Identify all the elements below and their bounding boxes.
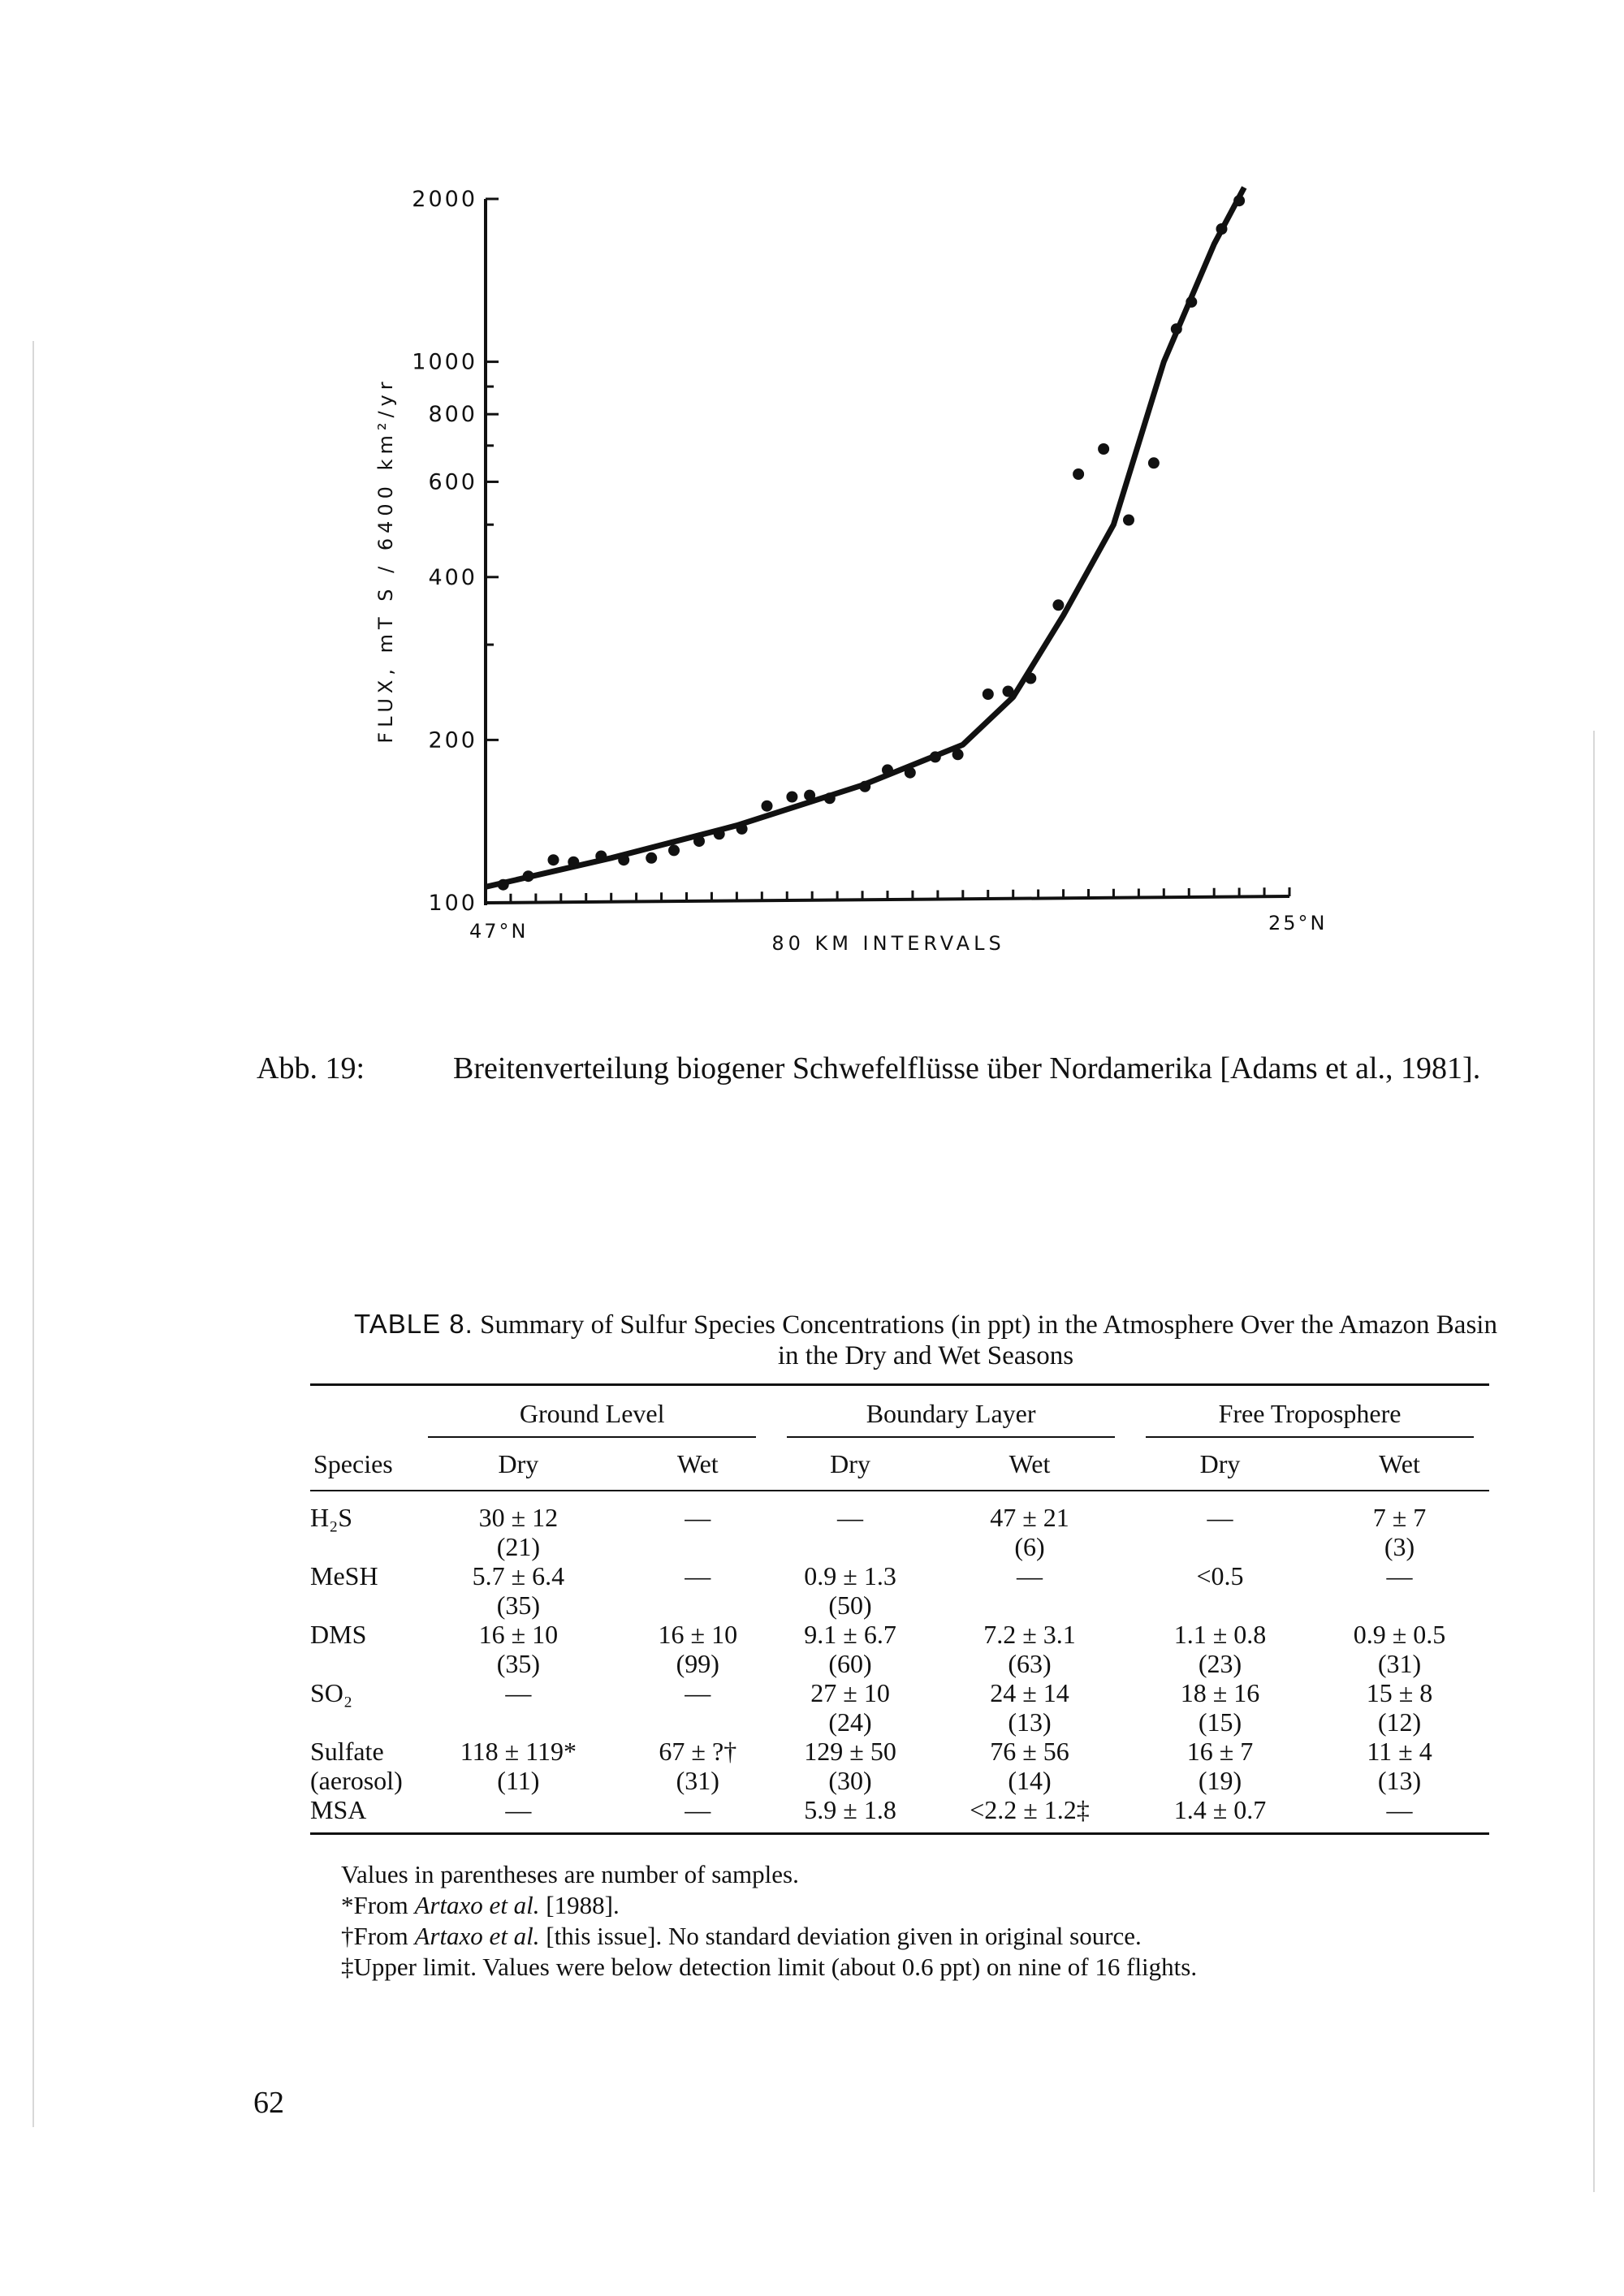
note-dagger: †From Artaxo et al. [this issue]. No standard deviation given in original source. bbox=[341, 1922, 1142, 1950]
table-cell: — bbox=[837, 1503, 864, 1532]
data-point bbox=[1025, 673, 1036, 684]
note-asterisk: *From Artaxo et al. [1988]. bbox=[341, 1891, 620, 1919]
y-tick-marks bbox=[486, 199, 499, 903]
data-point bbox=[786, 792, 797, 803]
data-point bbox=[646, 852, 657, 864]
table-cell: 9.1 ± 6.7 (60) bbox=[804, 1620, 896, 1678]
data-point bbox=[523, 870, 534, 882]
table-cell: — bbox=[685, 1678, 711, 1707]
season-header: Wet bbox=[1310, 1441, 1489, 1491]
table-row bbox=[310, 1561, 1489, 1620]
data-point bbox=[983, 688, 994, 700]
table-title bbox=[349, 1309, 1502, 1371]
y-tick-label: 400 bbox=[428, 564, 477, 590]
table-cell: 16 ± 10 (99) bbox=[658, 1620, 738, 1678]
table-cell: 24 ± 14 (13) bbox=[990, 1678, 1069, 1737]
species-cell: DMS bbox=[310, 1620, 367, 1649]
data-point bbox=[804, 790, 815, 801]
season-header: Dry bbox=[1130, 1441, 1310, 1491]
data-point bbox=[1098, 443, 1109, 455]
table-cell: 0.9 ± 0.5 (31) bbox=[1353, 1620, 1446, 1678]
group-header: Free Troposphere bbox=[1130, 1385, 1489, 1442]
y-tick-labels bbox=[412, 187, 477, 916]
table-body bbox=[310, 1491, 1489, 1834]
data-point bbox=[1216, 223, 1228, 235]
caption-label: Abb. 19: bbox=[257, 1051, 365, 1085]
table-cell: — bbox=[1207, 1503, 1233, 1532]
table-cell: 5.7 ± 6.4 (35) bbox=[472, 1561, 565, 1620]
data-point bbox=[1148, 457, 1160, 468]
species-cell: MeSH bbox=[310, 1561, 378, 1590]
data-point bbox=[595, 851, 607, 862]
table-notes bbox=[341, 1859, 1494, 1983]
group-header-row bbox=[310, 1385, 1489, 1442]
note-samples: Values in parentheses are number of samples. bbox=[341, 1860, 799, 1888]
data-point bbox=[762, 801, 773, 812]
table-cell: 7.2 ± 3.1 (63) bbox=[983, 1620, 1076, 1678]
y-tick-label: 100 bbox=[428, 891, 477, 916]
data-point bbox=[859, 781, 870, 792]
table-cell: 15 ± 8 (12) bbox=[1366, 1678, 1433, 1737]
flux-chart bbox=[0, 0, 1624, 1007]
season-header: Wet bbox=[929, 1441, 1130, 1491]
y-tick-label: 200 bbox=[428, 727, 477, 753]
y-tick-label: 1000 bbox=[412, 349, 477, 375]
species-cell: H₂S bbox=[310, 1503, 353, 1532]
table-cell: — bbox=[505, 1795, 532, 1824]
table-cell: 1.1 ± 0.8 (23) bbox=[1173, 1620, 1267, 1678]
table-cell: 129 ± 50 (30) bbox=[804, 1737, 896, 1795]
data-point bbox=[1186, 296, 1197, 308]
data-point bbox=[668, 844, 680, 856]
table-row bbox=[310, 1795, 1489, 1834]
table-cell: <0.5 bbox=[1196, 1561, 1244, 1590]
x-start-label: 47°N bbox=[469, 920, 529, 943]
season-header: Dry bbox=[412, 1441, 624, 1491]
data-point bbox=[824, 792, 836, 804]
table-cell: 7 ± 7 (3) bbox=[1372, 1503, 1427, 1561]
table-cell: 30 ± 12 (21) bbox=[478, 1503, 559, 1561]
table-cell: 118 ± 119* (11) bbox=[460, 1737, 577, 1795]
table-cell: 1.4 ± 0.7 bbox=[1173, 1795, 1267, 1824]
table-row bbox=[310, 1678, 1489, 1737]
group-header: Ground Level bbox=[412, 1385, 771, 1442]
table-row bbox=[310, 1737, 1489, 1795]
page-edge-left bbox=[32, 341, 34, 2127]
note-double-dagger: ‡Upper limit. Values were below detection limit (about 0.6 ppt) on nine of 16 flights. bbox=[341, 1953, 1198, 1981]
data-point bbox=[905, 767, 916, 779]
table-cell: 76 ± 56 (14) bbox=[990, 1737, 1069, 1795]
data-point bbox=[882, 764, 893, 775]
table-row bbox=[310, 1491, 1489, 1561]
table-title-text: Summary of Sulfur Species Concentrations (in ppt) in the Atmosphere Over the Amazon Basin in the Dry and Wet Seasons bbox=[480, 1310, 1497, 1370]
species-cell: MSA bbox=[310, 1795, 367, 1824]
data-points bbox=[498, 195, 1245, 890]
data-point bbox=[714, 828, 725, 839]
season-header-row bbox=[310, 1441, 1489, 1491]
y-tick-label: 800 bbox=[428, 402, 477, 428]
y-tick-label: 2000 bbox=[412, 187, 477, 212]
data-point bbox=[736, 823, 748, 835]
table-cell: 11 ± 4 (13) bbox=[1367, 1737, 1432, 1795]
species-cell: SO₂ bbox=[310, 1678, 353, 1707]
data-point bbox=[952, 749, 964, 760]
data-point bbox=[1073, 468, 1084, 480]
caption-text: Breitenverteilung biogener Schwefelflüsse über Nordamerika [Adams et al., 1981]. bbox=[453, 1051, 1481, 1085]
x-axis-label: 80 KM INTERVALS bbox=[771, 932, 1005, 955]
data-point bbox=[618, 854, 629, 865]
table-cell: 67 ± ?† (31) bbox=[659, 1737, 737, 1795]
data-point bbox=[1171, 323, 1182, 334]
table-cell: — bbox=[505, 1678, 532, 1707]
table-cell: 18 ± 16 (15) bbox=[1180, 1678, 1260, 1737]
sulfur-species-table bbox=[310, 1383, 1489, 1835]
table-cell: — bbox=[1017, 1561, 1043, 1590]
data-point bbox=[693, 835, 705, 847]
x-end-label: 25°N bbox=[1268, 912, 1328, 934]
y-axis-label: FLUX, mT S / 6400 km²/yr bbox=[374, 377, 397, 744]
table-cell: — bbox=[685, 1795, 711, 1824]
season-header: Dry bbox=[771, 1441, 929, 1491]
table-cell: 16 ± 7 (19) bbox=[1186, 1737, 1254, 1795]
species-header: Species bbox=[310, 1441, 412, 1491]
table-cell: 27 ± 10 (24) bbox=[810, 1678, 890, 1737]
table-cell: <2.2 ± 1.2‡ bbox=[970, 1795, 1090, 1824]
table-cell: 16 ± 10 (35) bbox=[478, 1620, 559, 1678]
table-cell: — bbox=[685, 1561, 711, 1590]
table-cell: 47 ± 21 (6) bbox=[990, 1503, 1069, 1561]
group-header: Boundary Layer bbox=[771, 1385, 1130, 1442]
data-point bbox=[1233, 195, 1245, 206]
data-point bbox=[1003, 686, 1014, 697]
chart-axes bbox=[486, 199, 1289, 905]
data-point bbox=[568, 857, 579, 868]
season-header: Wet bbox=[624, 1441, 771, 1491]
table-row bbox=[310, 1620, 1489, 1678]
data-point bbox=[930, 751, 941, 762]
table-cell: 5.9 ± 1.8 bbox=[804, 1795, 896, 1824]
table-cell: — bbox=[1386, 1561, 1413, 1590]
species-cell: Sulfate (aerosol) bbox=[310, 1737, 403, 1795]
table-cell: 0.9 ± 1.3 (50) bbox=[804, 1561, 896, 1620]
table-cell: — bbox=[1386, 1795, 1413, 1824]
page-edge-right bbox=[1593, 731, 1595, 2192]
data-point bbox=[498, 879, 509, 891]
table-title-label: TABLE 8. bbox=[354, 1309, 473, 1339]
page-number: 62 bbox=[253, 2086, 284, 2120]
table-cell: — bbox=[685, 1503, 711, 1532]
data-point bbox=[548, 854, 559, 865]
data-point bbox=[1123, 515, 1134, 526]
y-tick-label: 600 bbox=[428, 469, 477, 495]
data-point bbox=[1052, 599, 1064, 611]
